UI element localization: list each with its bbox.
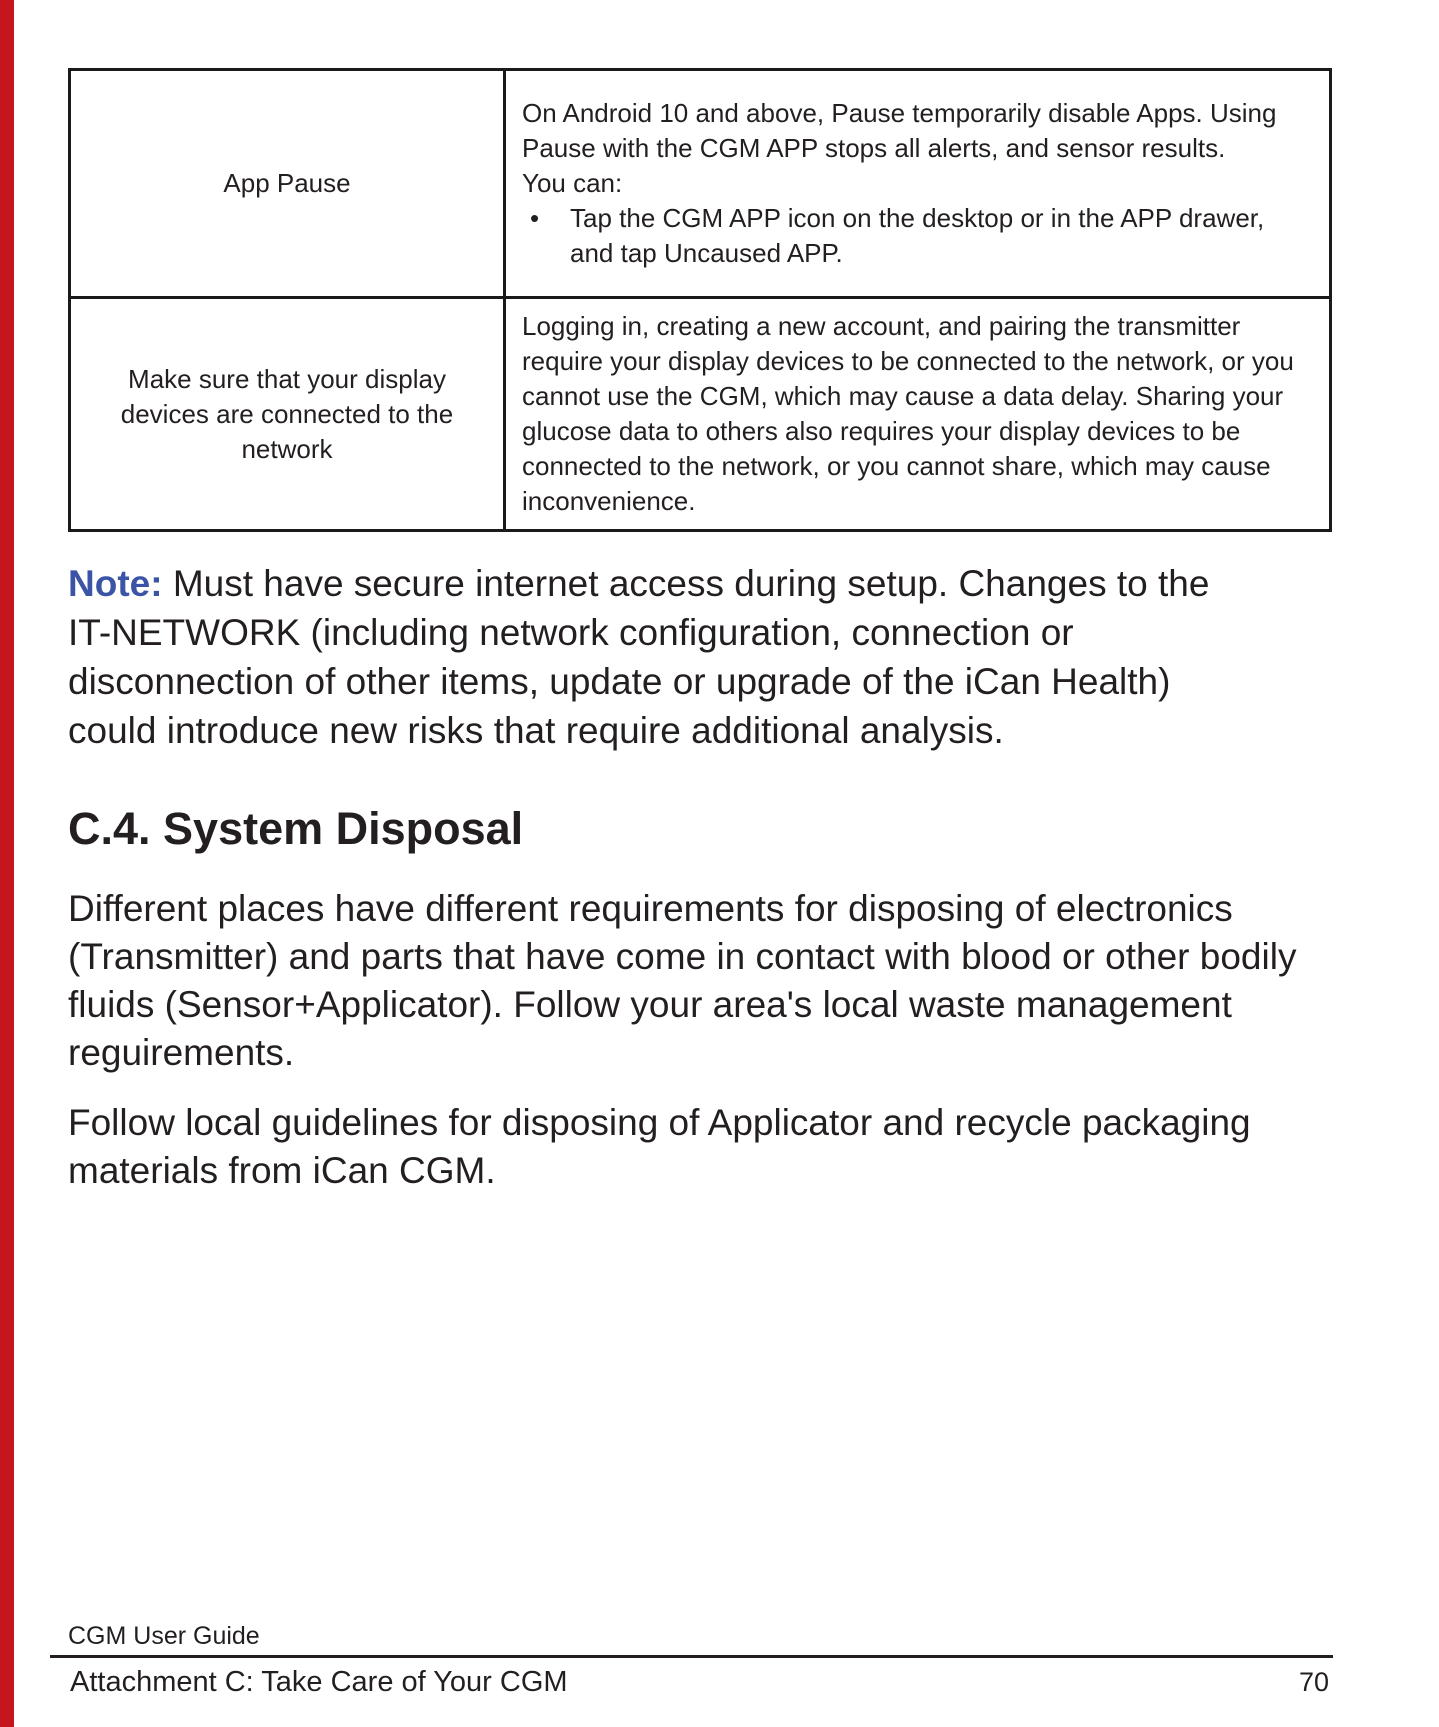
cell-paragraph: You can: [522, 168, 623, 198]
cell-paragraph: Logging in, creating a new account, and pairing the transmitter require your display devices to be connected to the network, or you cannot use the CGM, which may cause a data delay. Sharing your glucose data to others also requires your display devices to be connected to the network, or you cannot share, which may cause inconvenience. [522, 311, 1294, 516]
footer-bottom-row [50, 1666, 1333, 1699]
cell-paragraph: On Android 10 and above, Pause temporarily disable Apps. Using Pause with the CGM APP stops all alerts, and sensor results. [522, 98, 1277, 163]
footer-rule [50, 1655, 1333, 1658]
section-heading: C.4. System Disposal [68, 803, 524, 854]
table-cell-app-pause-label: App Pause [70, 70, 505, 298]
note-text: Must have secure internet access during setup. Changes to the IT-NETWORK (including network configuration, connection or disconnection of other items, update or upgrade of the iCan Health) could introduce new risks that require additional analysis. [68, 563, 1210, 751]
table-row [70, 298, 1331, 531]
bullet-list [522, 201, 1313, 271]
table-row [70, 70, 1331, 298]
footer-doc-title: CGM User Guide [68, 1622, 260, 1650]
page-content [68, 68, 1332, 1195]
table-cell-app-pause-content [505, 70, 1331, 298]
info-table [68, 68, 1332, 532]
footer-page-number: 70 [1298, 1667, 1329, 1697]
bullet-item: • Tap the CGM APP icon on the desktop or in the APP drawer, and tap Uncaused APP. [522, 201, 1313, 271]
table-cell-network-content [505, 298, 1331, 531]
note-paragraph [68, 559, 1243, 755]
body-paragraph: Follow local guidelines for disposing of Applicator and recycle packaging materials from iCan CGM. [68, 1102, 1251, 1191]
page-footer [50, 1621, 1333, 1699]
footer-section-title: Attachment C: Take Care of Your CGM [70, 1666, 568, 1698]
table-cell-network-label: Make sure that your display devices are connected to the network [70, 298, 505, 531]
note-label: Note: [68, 563, 163, 604]
body-paragraph: Different places have different requirements for disposing of electronics (Transmitter) and parts that have come in contact with blood or other bodily fluids (Sensor+Applicator). Follow your area's local waste management reguirements. [68, 888, 1297, 1073]
page-edge-color-band [0, 0, 14, 1727]
